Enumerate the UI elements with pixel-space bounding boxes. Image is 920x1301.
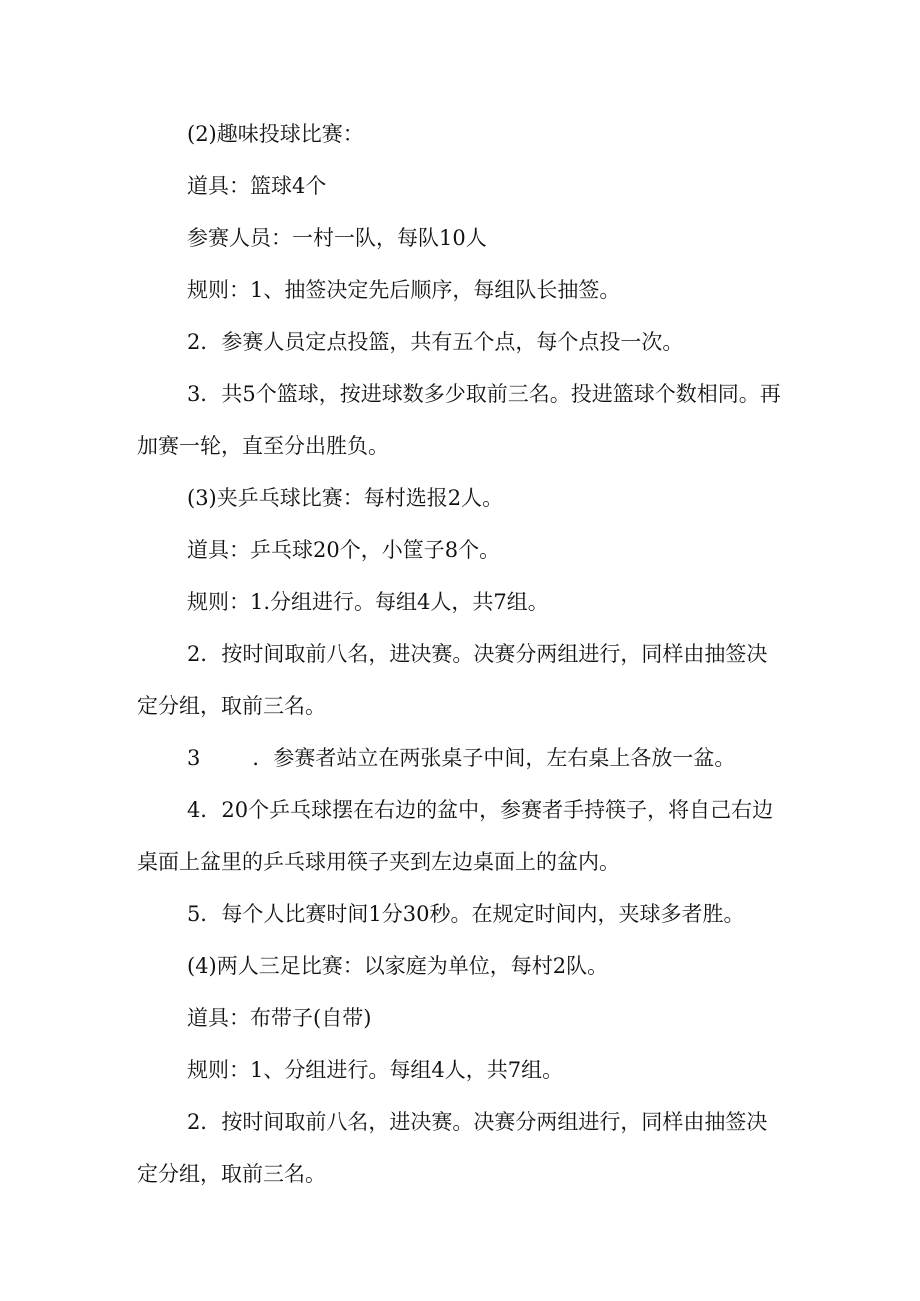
list-text: ．参赛者站立在两张桌子中间，左右桌上各放一盆。 — [252, 746, 736, 770]
section-heading-three-legged: (4)两人三足比赛：以家庭为单位，每村2队。 — [187, 954, 609, 978]
paragraph-rule: 2．按时间取前八名，进决赛。决赛分两组进行，同样由抽签决定分组，取前三名。 — [137, 642, 768, 718]
document-body — [137, 108, 787, 1200]
paragraph-participants: 参赛人员：一村一队，每队10人 — [187, 226, 487, 250]
paragraph-rule: 2．按时间取前八名，进决赛。决赛分两组进行，同样由抽签决定分组，取前三名。 — [137, 1110, 768, 1186]
section-heading-ping-pong: (3)夹乒乓球比赛：每村选报2人。 — [187, 486, 504, 510]
list-number: 3 — [187, 746, 201, 770]
paragraph-rule: 规则：1、分组进行。每组4人，共7组。 — [187, 1058, 564, 1082]
paragraph-rule: 规则：1、抽签决定先后顺序，每组队长抽签。 — [187, 278, 621, 302]
paragraph-equipment: 道具：篮球4个 — [187, 174, 327, 198]
paragraph-equipment: 道具：乒乓球20个，小筐子8个。 — [187, 538, 501, 562]
section-heading-ball-throw: (2)趣味投球比赛： — [187, 122, 364, 146]
paragraph-rule: 规则：1.分组进行。每组4人，共7组。 — [187, 590, 549, 614]
paragraph-rule: 5．每个人比赛时间1分30秒。在规定时间内，夹球多者胜。 — [187, 902, 745, 926]
paragraph-rule: 4．20个乒乓球摆在右边的盆中，参赛者手持筷子，将自己右边桌面上盆里的乒乓球用筷子夹到左边桌面上的盆内。 — [137, 798, 774, 874]
paragraph-equipment: 道具：布带子(自带) — [187, 1006, 372, 1030]
paragraph-rule: 3．共5个篮球，按进球数多少取前三名。投进篮球个数相同。再加赛一轮，直至分出胜负。 — [137, 382, 781, 458]
paragraph-rule: 2．参赛人员定点投篮，共有五个点，每个点投一次。 — [187, 330, 684, 354]
paragraph-rule-split — [137, 732, 787, 784]
